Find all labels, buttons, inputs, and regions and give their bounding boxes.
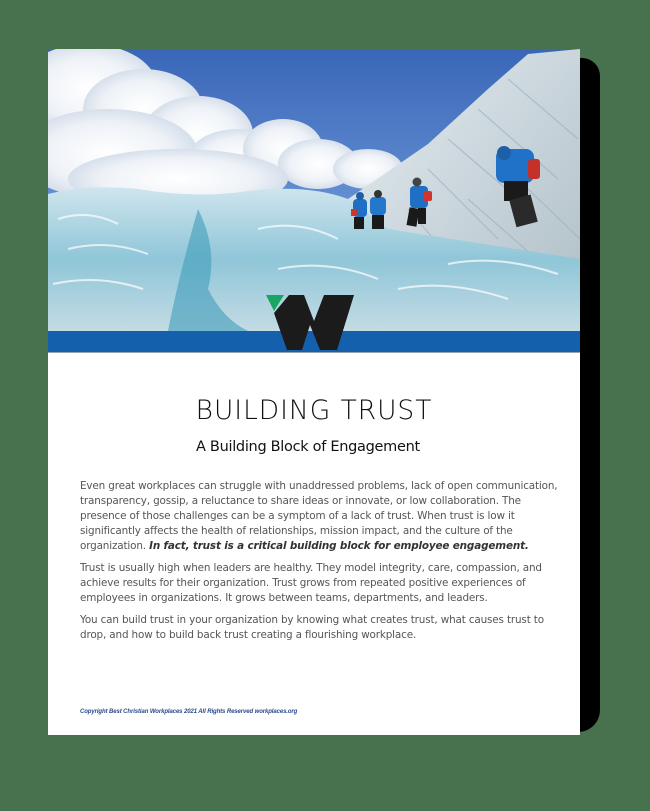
paragraph-1-emphasis: In fact, trust is a critical building block for employee engagement. xyxy=(149,540,529,552)
paragraph-3: You can build trust in your organization by knowing what creates trust, what causes trust to drop, and how to build back trust creating a flourishing workplace. xyxy=(80,614,544,641)
w-letter-icon xyxy=(274,295,354,350)
document-title: BUILDING TRUST xyxy=(195,395,433,426)
glacier-illustration xyxy=(48,49,580,331)
paragraph-1 xyxy=(80,479,562,554)
paragraph-2: Trust is usually high when leaders are healthy. They model integrity, care, compassion, and achieve results for their organization. Trust grows from repeated positive experiences of employees in organizations. It grows between teams, departments, and leaders. xyxy=(80,562,542,604)
document-page xyxy=(48,49,580,735)
body-text xyxy=(80,479,562,650)
paragraph-1-text: Even great workplaces can struggle with unaddressed problems, lack of open communication, transparency, gossip, a reluctance to share ideas or innovate, or low collaboration. The presence of those challenges can be a symptom of a lack of trust. When trust is low it significantly affects the health of relationships, mission impact, and the culture of the organization. xyxy=(80,480,558,552)
copyright-footer: Copyright Best Christian Workplaces 2021 All Rights Reserved workplaces.org xyxy=(80,709,298,715)
w-logo xyxy=(262,295,362,351)
document-subtitle: A Building Block of Engagement xyxy=(196,439,420,455)
hero-photo-glacier-hikers xyxy=(48,49,580,331)
